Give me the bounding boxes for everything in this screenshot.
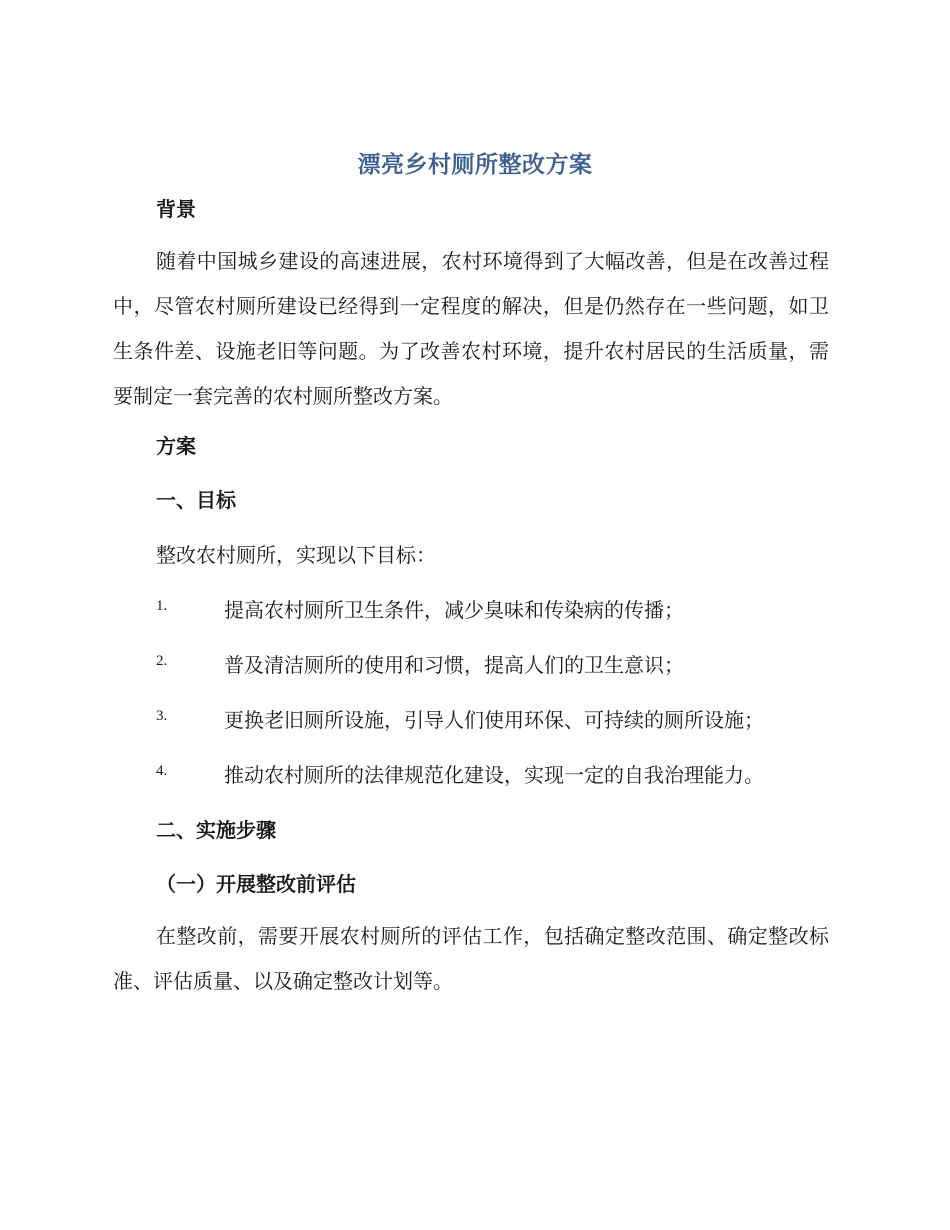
step1-paragraph: 在整改前，需要开展农村厕所的评估工作，包括确定整改范围、确定整改标准、评估质量、以及确定整改计划等。 [113, 924, 829, 993]
step1-heading: （一）开展整改前评估 [156, 872, 356, 896]
list-text: 推动农村厕所的法律规范化建设，实现一定的自我治理能力。 [224, 763, 764, 787]
document-title: 漂亮乡村厕所整改方案 [357, 152, 593, 178]
steps-heading: 二、实施步骤 [156, 818, 276, 842]
goal-heading: 一、目标 [156, 488, 236, 512]
plan-heading: 方案 [156, 434, 196, 458]
background-paragraph: 随着中国城乡建设的高速进展，农村环境得到了大幅改善，但是在改善过程中，尽管农村厕所建设已经得到一定程度的解决，但是仍然存在一些问题，如卫生条件差、设施老旧等问题。为了改善农村环境，提升农村居民的生活质量，需要制定一套完善的农村厕所整改方案。 [113, 249, 829, 408]
list-text: 提高农村厕所卫生条件，减少臭味和传染病的传播； [224, 598, 684, 622]
list-number: 2. [156, 653, 168, 669]
list-number: 1. [156, 598, 168, 614]
list-number: 3. [156, 708, 168, 724]
list-text: 更换老旧厕所设施，引导人们使用环保、可持续的厕所设施； [224, 708, 764, 732]
list-number: 4. [156, 763, 168, 779]
goal-intro: 整改农村厕所，实现以下目标： [156, 543, 436, 567]
background-heading: 背景 [156, 197, 196, 221]
list-text: 普及清洁厕所的使用和习惯，提高人们的卫生意识； [224, 653, 684, 677]
